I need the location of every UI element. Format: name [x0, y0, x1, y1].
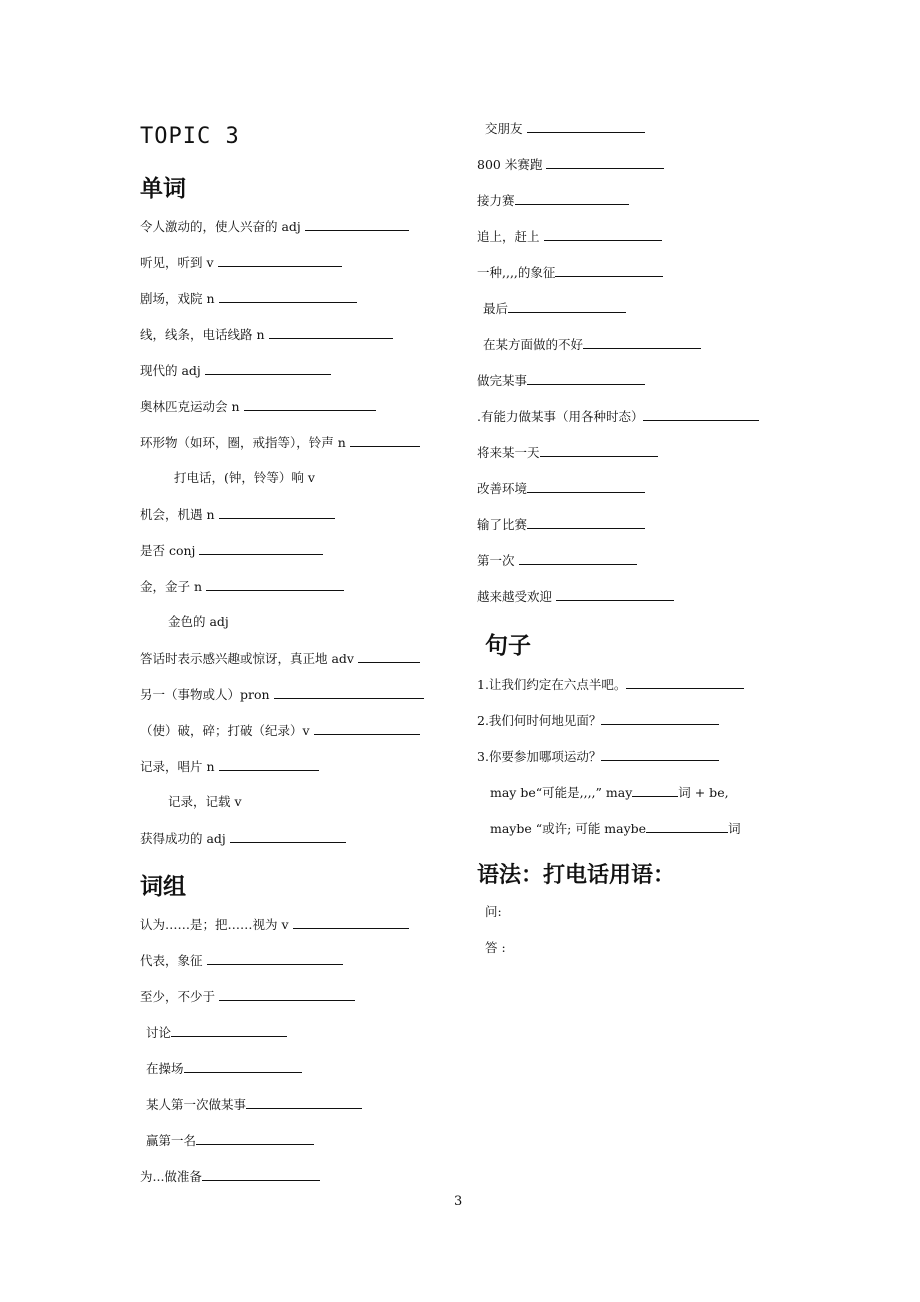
phrase-item: 最后 [483, 300, 626, 317]
answer-blank[interactable] [519, 552, 637, 565]
answer-blank[interactable] [219, 758, 319, 771]
sentence-item: 1.让我们约定在六点半吧。 [477, 676, 744, 693]
phrase-item: 第一次 [477, 552, 637, 569]
phrase-item: 一种,,,,的象征 [477, 264, 663, 281]
sentence-item: 2.我们何时何地见面？ [477, 712, 719, 729]
sentence-item: 3.你要参加哪项运动？ [477, 748, 719, 765]
word-item: 打电话，(钟，铃等）响 v [174, 470, 315, 485]
answer-blank[interactable] [244, 398, 376, 411]
answer-blank[interactable] [643, 408, 759, 421]
word-item: 线，线条，电话线路 n [140, 326, 393, 343]
answer-blank[interactable] [350, 434, 420, 447]
answer-blank[interactable] [515, 192, 629, 205]
answer-blank[interactable] [601, 712, 719, 725]
answer-blank[interactable] [219, 290, 357, 303]
page-number: 3 [454, 1194, 463, 1209]
answer-blank[interactable] [202, 1168, 320, 1181]
word-item: 听见，听到 v [140, 254, 342, 271]
phrase-item: 赢第一名 [146, 1132, 314, 1149]
word-item: 答话时表示感兴趣或惊讶，真正地 adv [140, 650, 420, 667]
answer-blank[interactable] [207, 952, 343, 965]
answer-blank[interactable] [601, 748, 719, 761]
phrase-item: 改善环境 [477, 480, 645, 497]
answer-blank[interactable] [274, 686, 424, 699]
phrase-item: 在操场 [146, 1060, 302, 1077]
phrase-item: 认为……是；把……视为 v [140, 916, 409, 933]
answer-blank[interactable] [626, 676, 744, 689]
answer-blank[interactable] [246, 1096, 362, 1109]
phrase-item: 越来越受欢迎 [477, 588, 674, 605]
phrase-item: 800 米赛跑 [477, 156, 664, 173]
answer-blank[interactable] [196, 1132, 314, 1145]
answer-blank[interactable] [269, 326, 393, 339]
answer-blank[interactable] [293, 916, 409, 929]
phrase-item: 做完某事 [477, 372, 645, 389]
answer-blank[interactable] [540, 444, 658, 457]
answer-blank[interactable] [544, 228, 662, 241]
phrase-item: 交朋友 [485, 120, 645, 137]
phrase-item: 接力赛 [477, 192, 629, 209]
section-heading-sentences: 句子 [485, 633, 531, 659]
word-item: 金色的 adj [168, 614, 229, 629]
answer-blank[interactable] [218, 254, 342, 267]
grammar-ask: 问: [485, 904, 502, 919]
word-item: 是否 conj [140, 542, 323, 559]
word-item: 另一（事物或人）pron [140, 686, 424, 703]
word-item: （使）破，碎；打破（纪录）v [140, 722, 420, 739]
answer-blank[interactable] [508, 300, 626, 313]
maybe-note: may be“可能是,,,,” may 词 + be, [490, 785, 729, 800]
phrase-item: 讨论 [146, 1024, 287, 1041]
word-item: 机会，机遇 n [140, 506, 335, 523]
page-title: TOPIC 3 [140, 124, 240, 149]
word-item: 金，金子 n [140, 578, 344, 595]
answer-blank[interactable] [556, 588, 674, 601]
answer-blank[interactable] [358, 650, 420, 663]
phrase-item: 某人第一次做某事 [146, 1096, 362, 1113]
word-item: 令人激动的，使人兴奋的 adj [140, 218, 409, 235]
answer-blank[interactable] [527, 480, 645, 493]
word-item: 剧场，戏院 n [140, 290, 357, 307]
maybe-note: maybe “或许; 可能 maybe 词 [490, 821, 741, 836]
answer-blank[interactable] [583, 336, 701, 349]
answer-blank[interactable] [546, 156, 664, 169]
answer-blank[interactable] [171, 1024, 287, 1037]
answer-blank[interactable] [527, 120, 645, 133]
grammar-answer: 答 : [485, 940, 506, 955]
phrase-item: 至少，不少于 [140, 988, 355, 1005]
answer-blank[interactable] [305, 218, 409, 231]
answer-blank[interactable] [555, 264, 663, 277]
word-item: 环形物（如环，圈，戒指等），铃声 n [140, 434, 420, 451]
answer-blank[interactable] [632, 784, 678, 797]
word-item: 奥林匹克运动会 n [140, 398, 376, 415]
word-item: 获得成功的 adj [140, 830, 346, 847]
answer-blank[interactable] [314, 722, 420, 735]
answer-blank[interactable] [206, 578, 344, 591]
answer-blank[interactable] [219, 988, 355, 1001]
word-item: 记录，记载 v [168, 794, 242, 809]
phrase-item: 将来某一天 [477, 444, 658, 461]
phrase-item: 为...做准备 [140, 1168, 320, 1185]
phrase-item: .有能力做某事（用各种时态） [477, 408, 759, 425]
phrase-item: 代表，象征 [140, 952, 343, 969]
answer-blank[interactable] [527, 372, 645, 385]
answer-blank[interactable] [205, 362, 331, 375]
section-heading-phrases: 词组 [140, 874, 186, 900]
phrase-item: 追上，赶上 [477, 228, 662, 245]
word-item: 记录，唱片 n [140, 758, 319, 775]
answer-blank[interactable] [230, 830, 346, 843]
phrase-item: 在某方面做的不好 [483, 336, 701, 353]
phrase-item: 输了比赛 [477, 516, 645, 533]
answer-blank[interactable] [219, 506, 335, 519]
section-heading-grammar: 语法：打电话用语： [477, 863, 676, 888]
answer-blank[interactable] [184, 1060, 302, 1073]
answer-blank[interactable] [527, 516, 645, 529]
answer-blank[interactable] [646, 820, 728, 833]
answer-blank[interactable] [199, 542, 323, 555]
word-item: 现代的 adj [140, 362, 331, 379]
section-heading-words: 单词 [140, 176, 186, 202]
